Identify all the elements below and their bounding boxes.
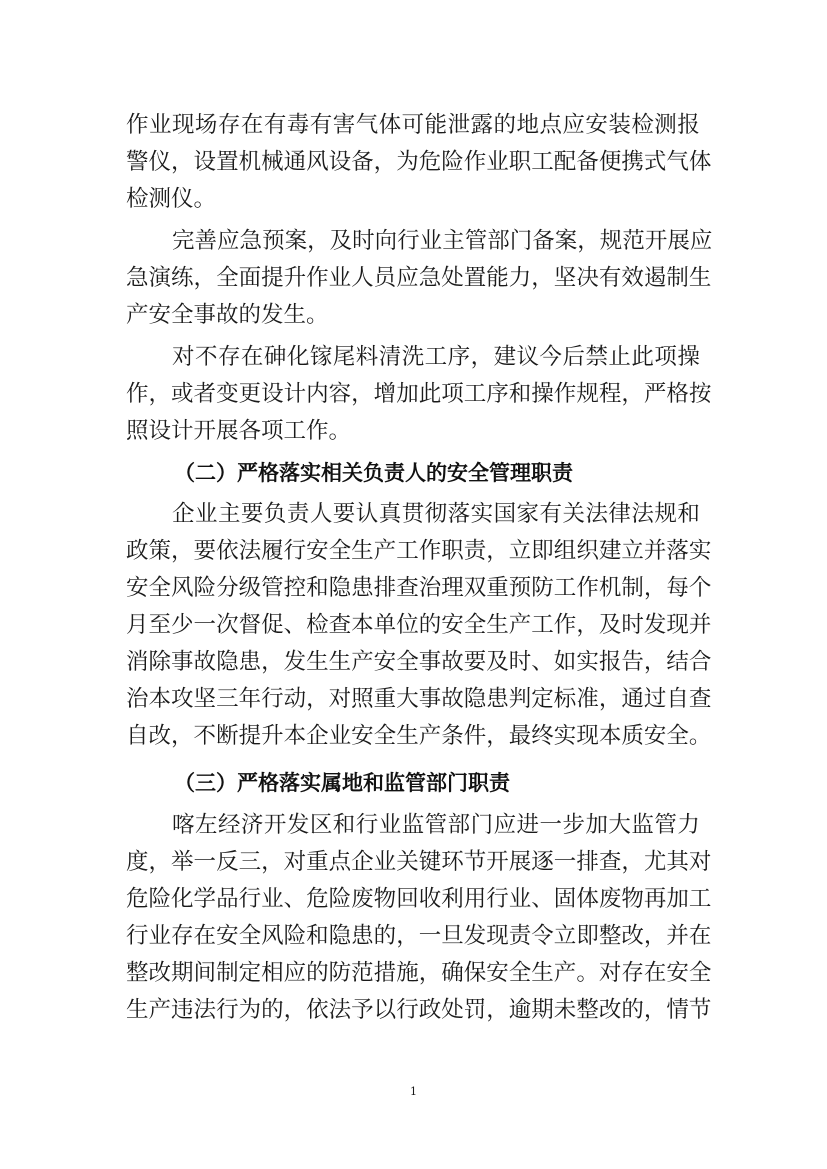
body-line: 行 业 存 在 安 全 风 险 和 隐 患 的 ， 一 旦 发 现 责 令 立 即 整 改 ， 并 在 xyxy=(126,923,712,949)
body-line: 急 演 练 ， 全 面 提 升 作 业 人 员 应 急 处 置 能 力 ， 坚 决 有 效 遏 制 生 xyxy=(126,265,712,291)
body-line: 作 业 现 场 存 在 有 毒 有 害 气 体 可 能 泄 露 的 地 点 应 安 装 检 测 报 xyxy=(126,112,700,138)
body-line: 自 改 ， 不 断 提 升 本 企 业 安 全 生 产 条 件 ， 最 终 实 现 本 质 安 全 。 xyxy=(126,723,712,749)
body-line: 消 除 事 故 隐 患 ， 发 生 生 产 安 全 事 故 要 及 时 、 如 实 报 告 ， 结 合 xyxy=(126,649,712,675)
body-line: 生 产 违 法 行 为 的 ， 依 法 予 以 行 政 处 罚 ， 逾 期 未 整 改 的 ， 情 节 xyxy=(126,997,712,1023)
body-line: 危 险 化 学 品 行 业 、 危 险 废 物 回 收 利 用 行 业 、 固 体 废 物 再 加 工 xyxy=(126,886,712,912)
body-line: 度 ， 举 一 反 三 ， 对 重 点 企 业 关 键 环 节 开 展 逐 一 排 查 ， 尤 其 对 xyxy=(126,849,712,875)
section-heading: （三）严格落实属地和监管部门职责 xyxy=(174,771,510,795)
body-line: 喀 左 经 济 开 发 区 和 行 业 监 管 部 门 应 进 一 步 加 大 监 管 力 xyxy=(172,812,700,838)
body-line: 对 不 存 在 砷 化 镓 尾 料 清 洗 工 序 ， 建 议 今 后 禁 止 此 项 操 xyxy=(172,344,700,370)
body-line: 治 本 攻 坚 三 年 行 动 ， 对 照 重 大 事 故 隐 患 判 定 标 准 ， 通 过 自 查 xyxy=(126,686,712,712)
body-line: 整 改 期 间 制 定 相 应 的 防 范 措 施 ， 确 保 安 全 生 产 。 对 存 在 安 全 xyxy=(126,960,712,986)
body-line: 月 至 少 一 次 督 促 、 检 查 本 单 位 的 安 全 生 产 工 作 ， 及 时 发 现 并 xyxy=(126,612,712,638)
body-line: 作 ， 或 者 变 更 设 计 内 容 ， 增 加 此 项 工 序 和 操 作 规 程 ， 严 格 按 xyxy=(126,381,712,407)
body-line: 完 善 应 急 预 案 ， 及 时 向 行 业 主 管 部 门 备 案 ， 规 范 开 展 应 xyxy=(172,228,713,254)
body-line: 企 业 主 要 负 责 人 要 认 真 贯 彻 落 实 国 家 有 关 法 律 法 规 和 xyxy=(172,501,700,527)
body-line: 安 全 风 险 分 级 管 控 和 隐 患 排 查 治 理 双 重 预 防 工 作 机 制 ， 每 个 xyxy=(126,575,712,601)
body-line: 警 仪 ， 设 置 机 械 通 风 设 备 ， 为 危 险 作 业 职 工 配 备 便 携 式 气 体 xyxy=(126,149,712,175)
body-line: 产安全事故的发生。 xyxy=(126,302,329,328)
page-number: 1 xyxy=(410,1085,417,1098)
body-line: 照设计开展各项工作。 xyxy=(126,418,352,444)
body-line: 政 策 ， 要 依 法 履 行 安 全 生 产 工 作 职 责 ， 立 即 组 织 建 立 并 落 实 xyxy=(126,538,712,564)
section-heading: （二）严格落实相关负责人的安全管理职责 xyxy=(174,461,573,485)
body-line: 检测仪。 xyxy=(126,186,217,212)
